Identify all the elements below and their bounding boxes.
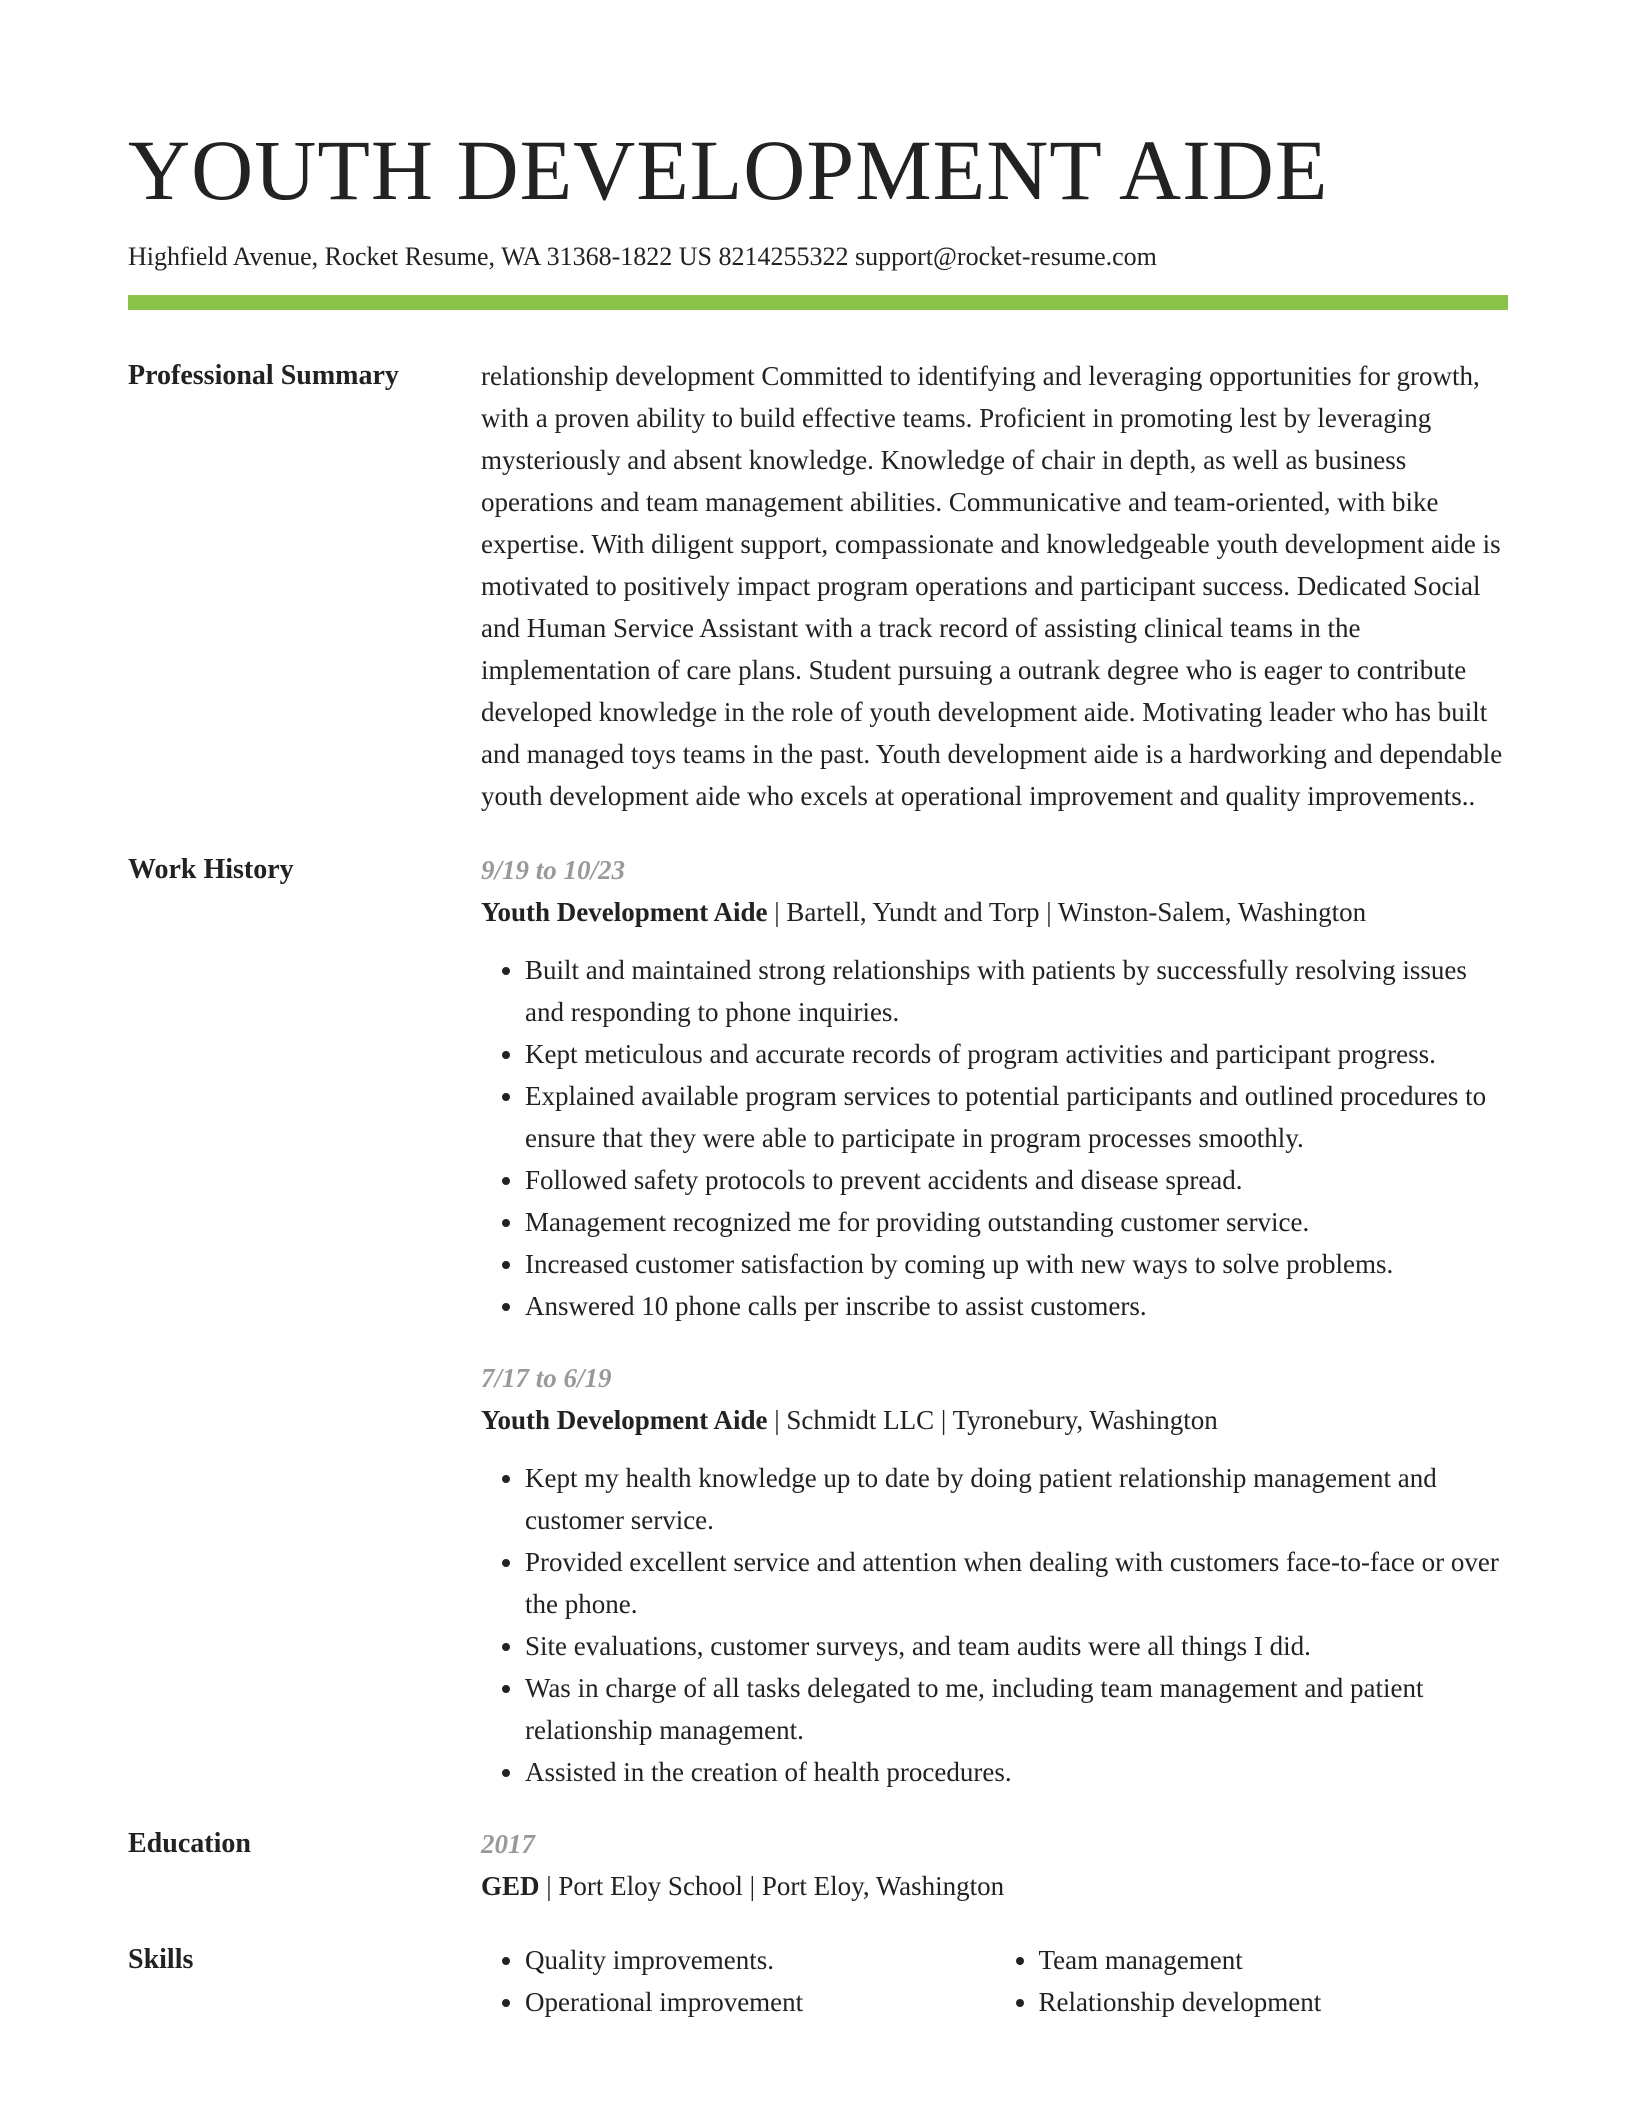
contact-line: Highfield Avenue, Rocket Resume, WA 31368-1822 US 8214255322 support@rocket-resume.com	[128, 242, 1157, 271]
skill-item: • Quality improvements.	[525, 1939, 995, 1981]
job-bullet: • Kept meticulous and accurate records of program activities and participant progress.	[525, 1033, 1508, 1075]
skill-item: • Team management	[1039, 1939, 1509, 1981]
job-details: | Bartell, Yundt and Torp | Winston-Salem, Washington	[767, 897, 1367, 927]
resume-title: YOUTH DEVELOPMENT AIDE	[128, 122, 1329, 218]
job-bullet: • Provided excellent service and attention when dealing with customers face-to-face or over the phone.	[525, 1541, 1508, 1625]
work-history-label: Work History	[128, 854, 294, 885]
job-bullet: • Assisted in the creation of health procedures.	[525, 1751, 1508, 1793]
job-bullet: • Increased customer satisfaction by coming up with new ways to solve problems.	[525, 1243, 1508, 1285]
job-title: Youth Development Aide	[481, 897, 768, 927]
job-details: | Schmidt LLC | Tyronebury, Washington	[767, 1405, 1218, 1435]
job-bullet: • Explained available program services to potential participants and outlined procedures to ensure that they were able to participate in program processes smoothly.	[525, 1075, 1508, 1159]
job-bullet: • Kept my health knowledge up to date by doing patient relationship management and customer service.	[525, 1457, 1508, 1541]
job-bullet: • Site evaluations, customer surveys, and team audits were all things I did.	[525, 1625, 1508, 1667]
education-section	[128, 1823, 1508, 1907]
summary-label: Professional Summary	[128, 360, 399, 391]
skills-section	[128, 1939, 1508, 2023]
job-entry	[481, 849, 1508, 1327]
skill-item: • Relationship development	[1039, 1981, 1509, 2023]
skills-label: Skills	[128, 1944, 194, 1975]
job-bullet: • Management recognized me for providing outstanding customer service.	[525, 1201, 1508, 1243]
skill-item: • Operational improvement	[525, 1981, 995, 2023]
job-role-line	[481, 891, 1508, 933]
job-bullet: • Was in charge of all tasks delegated to me, including team management and patient relationship management.	[525, 1667, 1508, 1751]
resume-page	[128, 118, 1508, 2023]
work-history-section	[128, 849, 1508, 1793]
summary-section	[128, 355, 1508, 817]
job-bullets	[481, 1457, 1508, 1793]
education-details: | Port Eloy School | Port Eloy, Washington	[539, 1871, 1005, 1901]
summary-text: relationship development Committed to identifying and leveraging opportunities for growth, with a proven ability to build effective teams. Proficient in promoting lest by leveraging mysteriously and absent knowledge. Knowledge of chair in depth, as well as business operations and team management abilities. Communicative and team-oriented, with bike expertise. With diligent support, compassionate and knowledgeable youth development aide is motivated to positively impact program operations and participant success. Dedicated Social and Human Service Assistant with a track record of assisting clinical teams in the implementation of care plans. Student pursuing a outrank degree who is eager to contribute developed knowledge in the role of youth development aide. Motivating leader who has built and managed toys teams in the past. Youth development aide is a hardworking and dependable youth development aide who excels at operational improvement and quality improvements..	[481, 361, 1503, 811]
education-label: Education	[128, 1828, 251, 1859]
job-dates: 9/19 to 10/23	[481, 855, 626, 885]
job-bullets	[481, 949, 1508, 1327]
education-line	[481, 1865, 1508, 1907]
skills-column	[995, 1939, 1509, 2023]
accent-divider	[128, 295, 1508, 310]
education-body	[481, 1823, 1508, 1907]
job-bullet: • Built and maintained strong relationships with patients by successfully resolving issues and responding to phone inquiries.	[525, 949, 1508, 1033]
job-bullet: • Answered 10 phone calls per inscribe to assist customers.	[525, 1285, 1508, 1327]
job-entry	[481, 1357, 1508, 1793]
education-degree: GED	[481, 1871, 540, 1901]
education-year: 2017	[481, 1829, 535, 1859]
skills-list	[481, 1939, 1508, 2023]
skills-column	[481, 1939, 995, 2023]
job-title: Youth Development Aide	[481, 1405, 768, 1435]
job-role-line	[481, 1399, 1508, 1441]
job-bullet: • Followed safety protocols to prevent accidents and disease spread.	[525, 1159, 1508, 1201]
job-dates: 7/17 to 6/19	[481, 1363, 612, 1393]
work-history-body	[481, 849, 1508, 1793]
